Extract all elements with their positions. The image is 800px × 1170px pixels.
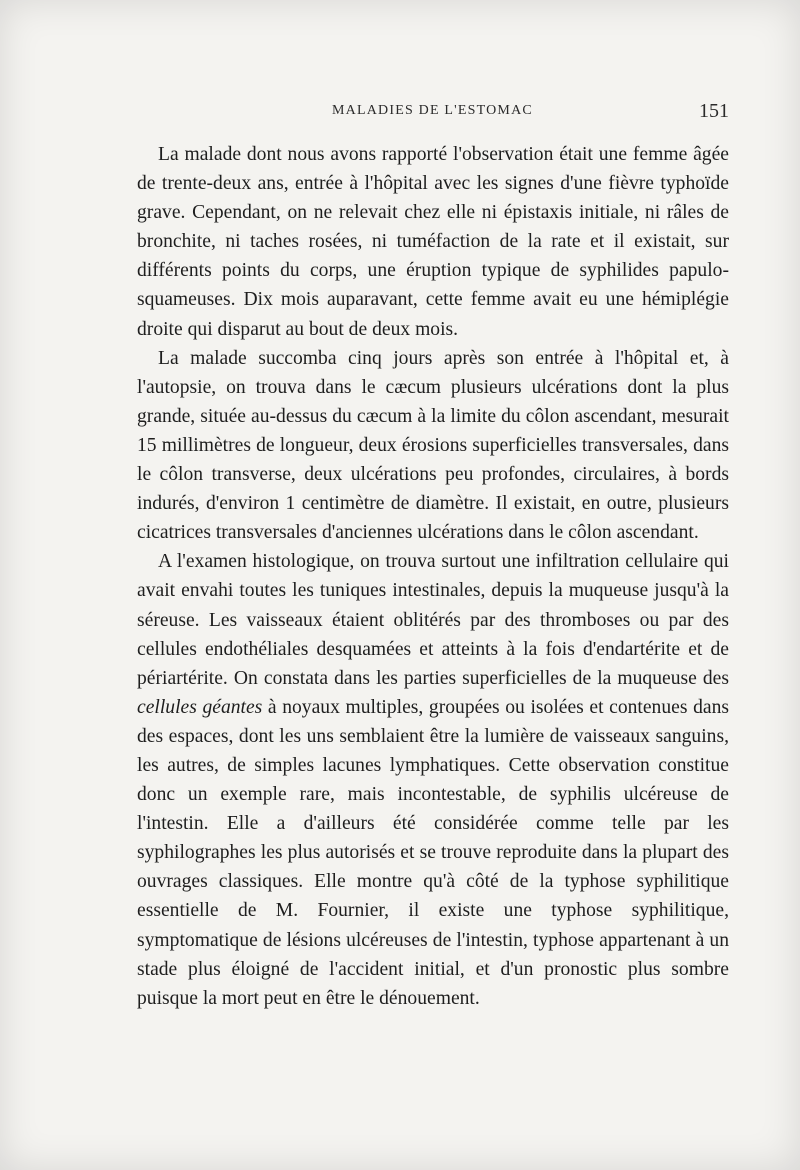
page-number: 151: [699, 100, 729, 122]
paragraph-3-text-a: A l'examen histologique, on trouva surtout une infiltration cellulaire qui avait envahi toutes les tuniques intestinales, depuis la muqueuse jusqu'à la séreuse. Les vaisseaux étaient oblitérés par des thromboses ou par des cellules endothéliales desquamées et atteints à la fois d'endartérite et de périartérite. On constata dans les parties superficielles de la muqueuse des: [137, 551, 729, 689]
paragraph-3: [137, 547, 729, 1013]
paragraph-1: La malade dont nous avons rapporté l'observation était une femme âgée de trente-deux ans, entrée à l'hôpital avec les signes d'une fièvre typhoïde grave. Cependant, on ne relevait chez elle ni épistaxis initiale, ni râles de bronchite, ni taches rosées, ni tuméfaction de la rate et il existait, sur différents points du corps, une éruption typique de syphilides papulo-squameuses. Dix mois auparavant, cette femme avait eu une hémiplégie droite qui disparut au bout de deux mois.: [137, 144, 729, 340]
italic-term: cellules géantes: [137, 696, 263, 718]
page-body: [137, 140, 729, 1013]
paragraph-2: La malade succomba cinq jours après son entrée à l'hôpital et, à l'autopsie, on trouva dans le cæcum plusieurs ulcérations dont la plus grande, située au-dessus du cæcum à la limite du côlon ascendant, mesurait 15 millimètres de longueur, deux érosions superficielles transversales, dans le côlon transverse, deux ulcérations peu profondes, circulaires, à bords indurés, d'environ 1 centimètre de diamètre. Il existait, en outre, plusieurs cicatrices transversales d'anciennes ulcérations dans le côlon ascendant.: [137, 347, 729, 544]
running-head: MALADIES DE L'ESTOMAC: [332, 103, 533, 118]
page-header: [137, 101, 729, 125]
paragraph-3-text-b: à noyaux multiples, groupées ou isolées et contenues dans des espaces, dont les uns semblaient être la lumière de vaisseaux sanguins, les autres, de simples lacunes lymphatiques. Cette observation constitue donc un exemple rare, mais incontestable, de syphilis ulcéreuse de l'intestin. Elle a d'ailleurs été considérée comme telle par les syphilographes les plus autorisés et se trouve reproduite dans la plupart des ouvrages classiques. Elle montre qu'à côté de la typhose syphilitique essentielle de M. Fournier, il existe une typhose syphilitique, symptomatique de lésions ulcéreuses de l'intestin, typhose appartenant à un stade plus éloigné de l'accident initial, et d'un pronostic plus sombre puisque la mort peut en être le dénouement.: [137, 696, 729, 1009]
